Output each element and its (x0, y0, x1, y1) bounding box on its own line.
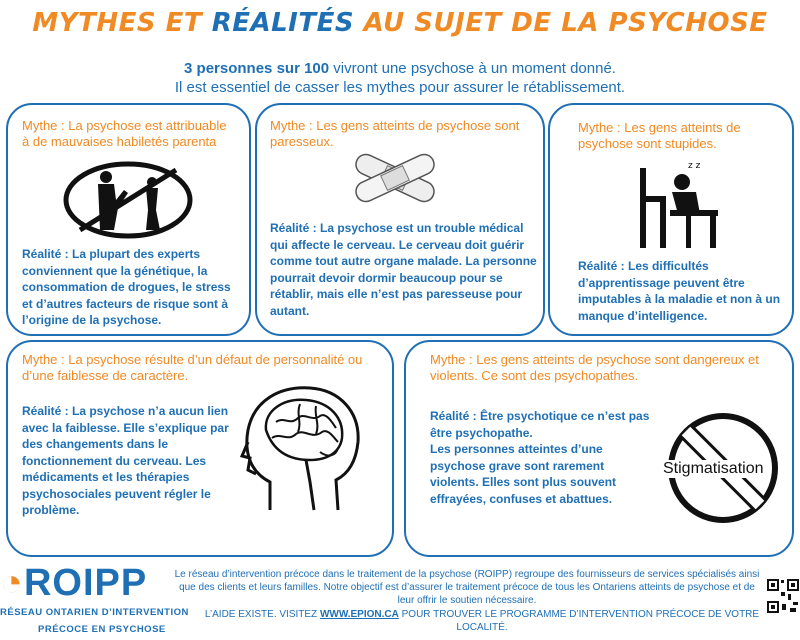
roipp-logo-text: ROIPP (23, 562, 148, 604)
myth-text-3: Mythe : Les gens atteints de psychose sont stupides. (578, 120, 741, 151)
network-name-line2: PRÉCOCE EN PSYCHOSE (38, 624, 166, 635)
title-part-2: RÉALITÉS (211, 8, 355, 38)
about-roipp-text: Le réseau d’intervention précoce dans le traitement de la psychose (ROIPP) regroupe des fournisseurs de services spécialisés ainsi que des clients et leurs familles. Notre objectif est d’assurer le traitement précoce de tous les Ontariens atteints de psychose et de leur offrir le soutien nécessaire. (174, 569, 760, 606)
reality-text-4: Réalité : La psychose n’a aucun lien avec la faiblesse. Elle s’explique par des changements dans le fonctionnement du cerveau. Les médicaments et les thérapies psychosociales peuvent régler le problème. (22, 404, 229, 517)
roipp-logo (0, 562, 147, 605)
myth-text-4: Mythe : La psychose résulte d’un défaut de personnalité ou d’une faiblesse de caractère. (22, 352, 363, 383)
bandage-icon (345, 148, 445, 208)
stat-rest: vivront une psychose à un moment donné. (329, 60, 616, 77)
reality-text-5a: Réalité : Être psychotique ce n’est pas être psychopathe. (430, 409, 650, 440)
help-pre: L’AIDE EXISTE. VISITEZ (204, 609, 320, 620)
reality-text-5b: Les personnes atteintes d’une psychose grave sont rarement violents. Elles sont plus souvent effrayées, confuses et abattues. (430, 442, 617, 506)
epion-link[interactable]: WWW.EPION.CA (319, 609, 399, 620)
intro-line: Il est essentiel de casser les mythes pour assurer le rétablissement. (174, 79, 626, 96)
stigma-label: Stigmatisation (663, 460, 764, 477)
help-post: POUR TROUVER LE PROGRAMME D’INTERVENTION PRÉCOCE DE VOTRE LOCALITÉ. (398, 609, 760, 633)
sleeping-student-icon (630, 158, 720, 250)
title-part-1: MYTHES ET (32, 8, 212, 38)
roipp-logo-mark: ◔ (0, 562, 24, 604)
stat-bold: 3 personnes sur 100 (184, 60, 330, 77)
title-part-3: AU SUJET DE LA PSYCHOSE (354, 8, 768, 38)
help-line (202, 608, 762, 634)
myth-text-5: Mythe : Les gens atteints de psychose sont dangereux et violents. Ce sont des psychopathes. (430, 352, 759, 383)
reality-text-2: Réalité : La psychose est un trouble médical qui affecte le cerveau. Le cerveau doit guérir comme tout autre organe malade. La personne pourrait devoir dormir beaucoup pour se rétablir, mais elle n’est pas paresseuse pour autant. (270, 221, 537, 318)
brain-head-icon (240, 382, 365, 520)
qr-code-icon[interactable] (766, 572, 800, 622)
parents-no-icon (62, 160, 194, 240)
svg-text:z z: z z (688, 161, 701, 171)
myth-text-2: Mythe : Les gens atteints de psychose sont paresseux. (270, 118, 520, 149)
page-title (0, 8, 800, 38)
stat-line (0, 60, 800, 77)
reality-text-3: Réalité : Les difficultés d’apprentissage peuvent être imputables à la maladie et non à un manque d’intelligence. (578, 259, 781, 323)
myth-text-1: Mythe : La psychose est attribuable à de mauvaises habiletés parenta (22, 118, 227, 149)
network-name-line1: RÉSEAU ONTARIEN D’INTERVENTION (0, 607, 189, 618)
reality-text-1: Réalité : La plupart des experts conviennent que la génétique, la consommation de drogues, le stress et d’autres facteurs de risque sont à l’origine de la psychose. (22, 247, 231, 327)
